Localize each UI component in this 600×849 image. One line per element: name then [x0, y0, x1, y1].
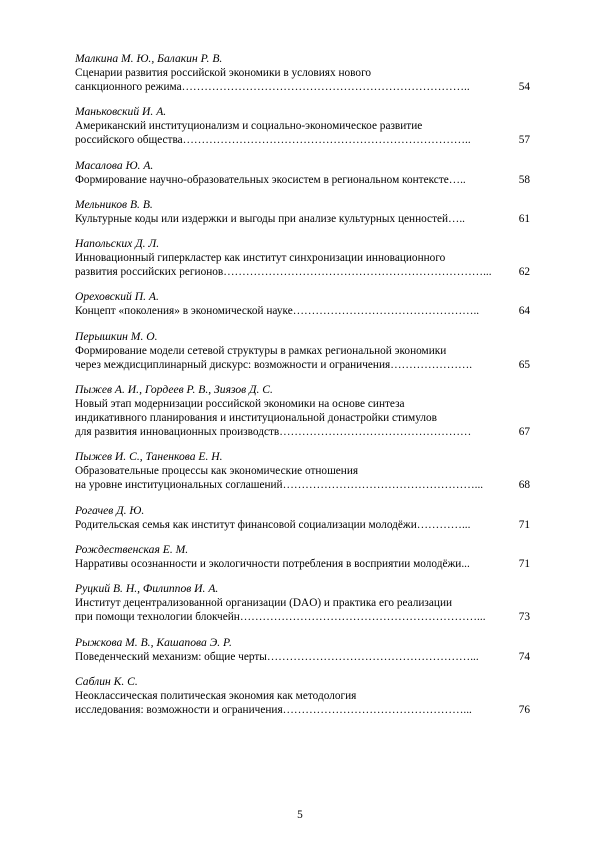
toc-entry-page-number: 74 [515, 650, 530, 664]
toc-entry-author: Пыжев И. С., Таненкова Е. Н. [75, 450, 223, 464]
toc-entry-author: Рождественская Е. М. [75, 542, 189, 556]
toc-entry-title-line: Концепт «поколения» в экономической науке………………………………………….. [75, 305, 480, 318]
toc-entry-title-line: для развития инновационных производств…………………………………………… [75, 426, 472, 439]
toc-entry-page-number: 68 [515, 478, 530, 492]
toc-entry-author: Рогачев Д. Ю. [75, 503, 145, 517]
toc-entry-title-line: Формирование научно-образовательных экосистем в региональном контексте….. [75, 173, 466, 186]
toc-entry-page-number: 61 [515, 212, 530, 226]
toc-entry-title-line: Неоклассическая политическая экономия как методология [75, 689, 357, 702]
toc-entry-author: Пыжев А. И., Гордеев Р. В., Зиязов Д. С. [75, 383, 273, 397]
toc-entry-page-number: 76 [515, 703, 530, 717]
toc-entry[interactable] [75, 52, 530, 94]
page-number: 5 [297, 809, 303, 821]
toc-entry-page-number: 64 [515, 304, 530, 318]
toc-entry[interactable] [75, 450, 530, 492]
toc-entry-title-line: при помощи технологии блокчейн………………………………………………………... [75, 611, 486, 624]
toc-entry[interactable] [75, 198, 530, 226]
toc-entry-title-line: Инновационный гиперкластер как институт синхронизации инновационного [75, 252, 446, 265]
toc-entry-page-number: 71 [515, 557, 530, 571]
toc-entry-author: Ореховский П. А. [75, 290, 159, 304]
toc-entry-title-line: Культурные коды или издержки и выгоды при анализе культурных ценностей….. [75, 212, 466, 225]
toc-entry-title-line: Поведенческий механизм: общие черты………………………………………………... [75, 650, 479, 663]
toc-entry-page-number: 65 [515, 358, 530, 372]
toc-entry-page-number: 71 [515, 518, 530, 532]
toc-entry-page-number: 73 [515, 610, 530, 624]
toc-entry[interactable] [75, 105, 530, 147]
toc-entry-page-number: 58 [515, 173, 530, 187]
toc-entry-page-number: 67 [515, 425, 530, 439]
toc-entry-title-line: Родительская семья как институт финансовой социализации молодёжи…………... [75, 518, 471, 531]
toc-entry-author: Масалова Ю. А. [75, 158, 154, 172]
toc-entry-title-line: Нарративы осознанности и экологичности потребления в восприятии молодёжи... [75, 557, 470, 570]
toc-entry-title-line: Институт децентрализованной организации (DAO) и практика его реализации [75, 597, 453, 610]
toc-entry[interactable] [75, 383, 530, 439]
toc-entry[interactable] [75, 582, 530, 624]
toc-entry-author: Напольских Д. Л. [75, 237, 160, 251]
toc-entry[interactable] [75, 543, 530, 571]
toc-entry-title-line: Формирование модели сетевой структуры в рамках региональной экономики [75, 344, 447, 357]
toc-entry-author: Маньковский И. А. [75, 105, 167, 119]
table-of-contents [75, 52, 530, 728]
toc-entry[interactable] [75, 675, 530, 717]
toc-entry-title-line: санкционного режима………………………………………………………………….. [75, 81, 470, 93]
toc-entry-title-line: Американский институционализм и социально-экономическое развитие [75, 120, 423, 133]
toc-entry-page-number: 54 [515, 80, 530, 94]
toc-entry-title-line: развития российских регионов……………………………………………………………... [75, 266, 492, 279]
toc-entry-author: Мельников В. В. [75, 197, 153, 211]
toc-entry[interactable] [75, 290, 530, 318]
toc-entry[interactable] [75, 159, 530, 187]
toc-entry-author: Рыжкова М. В., Кашапова Э. Р. [75, 635, 232, 649]
toc-entry-author: Руцкий В. Н., Филиппов И. А. [75, 582, 219, 596]
toc-entry[interactable] [75, 504, 530, 532]
toc-entry-author: Саблин К. С. [75, 674, 138, 688]
toc-entry-page-number: 62 [515, 265, 530, 279]
toc-entry-author: Малкина М. Ю., Балакин Р. В. [75, 52, 223, 65]
toc-entry-title-line: Новый этап модернизации российской экономики на основе синтеза [75, 398, 405, 411]
toc-entry-title-line: индикативного планирования и институциональной донастройки стимулов [75, 412, 437, 425]
toc-entry-title-line: Сценарии развития российской экономики в условиях нового [75, 67, 372, 79]
toc-entry[interactable] [75, 330, 530, 372]
toc-entry[interactable] [75, 237, 530, 279]
toc-entry[interactable] [75, 636, 530, 664]
toc-entry-page-number: 57 [515, 133, 530, 147]
toc-entry-author: Перышкин М. О. [75, 329, 158, 343]
toc-entry-title-line: Образовательные процессы как экономические отношения [75, 465, 359, 478]
toc-entry-title-line: на уровне институциональных соглашений……………………………………………... [75, 479, 484, 492]
toc-entry-title-line: через междисциплинарный дискурс: возможности и ограничения…………………. [75, 358, 473, 371]
toc-entry-title-line: исследования: возможности и ограничения…………………………………………... [75, 703, 472, 716]
toc-entry-title-line: российского общества………………………………………………………………….. [75, 134, 471, 147]
